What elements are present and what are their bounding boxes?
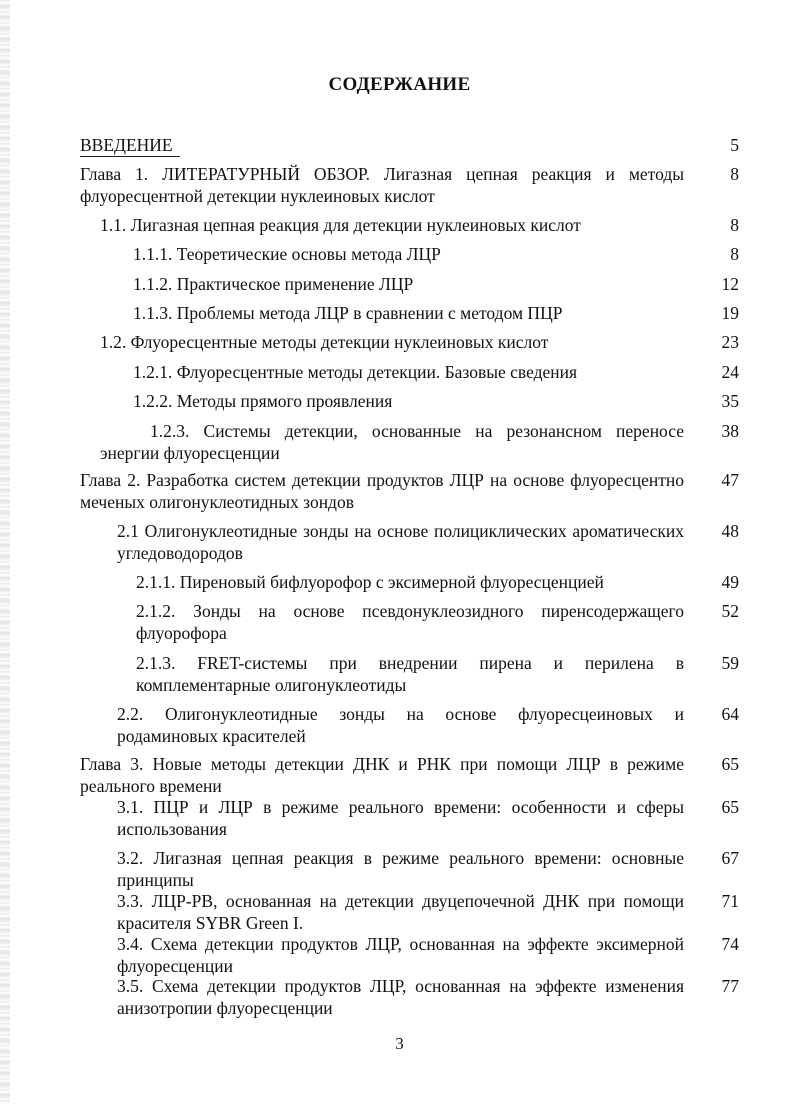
page-title: СОДЕРЖАНИЕ bbox=[328, 74, 471, 95]
page-number: 3 bbox=[395, 1034, 404, 1053]
heading-underline bbox=[80, 156, 180, 157]
table-of-contents: ВВЕДЕНИЕ 5 Глава 1. ЛИТЕРАТУРНЫЙ ОБЗОР. Лигазная цепная реакция и методы флуоресцентной детекции нуклеиновых кислот 8 1.1. Лигазная цепная реакция для детекции нуклеиновых кислот 8 1.1.1. Теоретические основы метода ЛЦР 8 1.1.2. Практическое применение ЛЦР 12 1.1.3. Проблемы метода ЛЦР в сравнении с методом ПЦР 19 1.2. Флуоресцентные методы детекции нуклеиновых кислот 23 1.2.1. Флуоресцентные методы детекции. Базовые сведения 24 1.2.2. Методы прямого проявления 35 1.2.3. Системы детекции, основанные на резонансном переносе энергии флуоресценции 38 Глава 2. Разработка систем детекции продуктов ЛЦР на основе флуоресцентно меченых олигонуклеотидных зондов 47 2.1 Олигонуклеотидные зонды на основе полициклических ароматических угледоводородов 48 2.1.1. Пиреновый бифлуорофор с эксимерной флуоресценцией 49 2.1.2. Зонды на основе псевдонуклеозидного пиренсодержащего флуорофора 52 2.1.3. FRET-системы при внедрении пирена и перилена в комплементарные олигонуклеотиды 59 2.2. Олигонуклеотидные зонды на основе флуоресцеиновых и родаминовых красителей 64 Глава 3. Новые методы детекции ДНК и РНК при помощи ЛЦР в режиме реального времени 65 3.1. ПЦР и ЛЦР в режиме реального времени: особенности и сферы использования 65 3.2. Лигазная цепная реакция в режиме реального времени: основные принципы 67 3.3. ЛЦР-РВ, основанная на детекции двуцепочечной ДНК при помощи красителя SYBR Green I. 71 3.4. Схема детекции продуктов ЛЦР, основанная на эффекте эксимерной флуоресценции 74 3.5. Схема детекции продуктов ЛЦР, основанная на эффекте изменения анизотропии флуоресценции 77 bbox=[80, 135, 739, 1018]
